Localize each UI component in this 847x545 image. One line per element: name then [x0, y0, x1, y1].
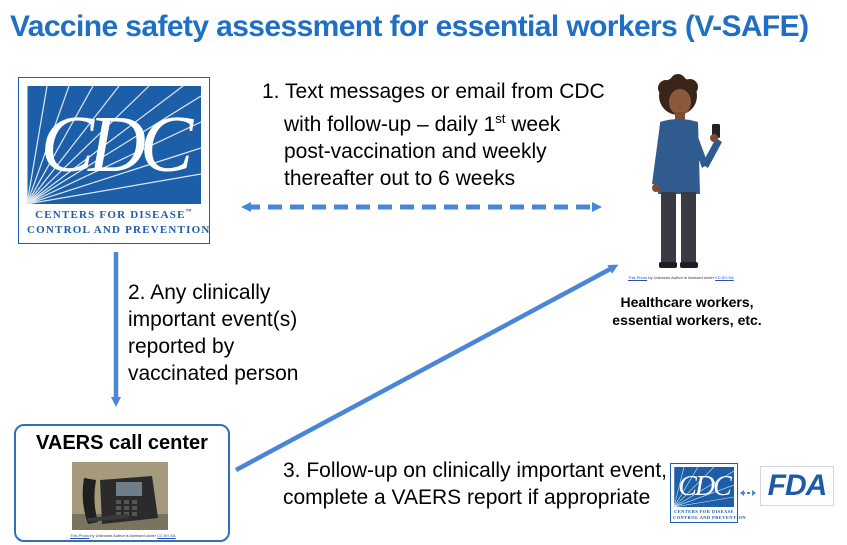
cdc-logo-line1: CENTERS FOR DISEASE™ [35, 209, 193, 221]
credit-photo-link[interactable]: This Photo [70, 533, 90, 538]
person-image-credit: This Photo by Unknown Author is licensed under CC BY-SA [628, 275, 734, 280]
cdc-logo-small-line1: CENTERS FOR DISEASE [674, 509, 734, 514]
healthcare-workers-label [598, 293, 776, 329]
desk-phone-icon [72, 462, 168, 530]
step1-line2: with follow-up – daily 1st week [284, 111, 561, 136]
fda-logo-text: FDA [767, 469, 827, 502]
person-label-line2: essential workers, etc. [612, 312, 762, 328]
fda-logo [760, 466, 834, 506]
step2-text [128, 279, 298, 387]
desk-phone-photo [72, 462, 168, 530]
cdc-logo-small [670, 463, 747, 523]
credit-license-link[interactable]: CC BY-SA [715, 275, 734, 280]
step3-line2: complete a VAERS report if appropriate [283, 486, 651, 509]
phone-image-credit: This Photo by Unknown Author is licensed under CC BY-SA [70, 533, 176, 538]
cdc-logo-line2: CONTROL AND PREVENTION [27, 224, 211, 236]
credit-license-link[interactable]: CC BY-SA [157, 533, 176, 538]
cdc-logo-small-line2: CONTROL AND PREVENTION [673, 515, 747, 520]
step3-line1: 3. Follow-up on clinically important event, [283, 459, 668, 482]
cdc-logo-small-panel [674, 467, 734, 507]
cdc-logo-letters: CDC [40, 101, 188, 189]
step3-text [283, 457, 667, 511]
page-title: Vaccine safety assessment for essential workers (V-SAFE) [10, 10, 809, 43]
step1-line4: thereafter out to 6 weeks [284, 167, 516, 190]
step2-line: 2. Any clinically [128, 281, 271, 304]
step1-line3: post-vaccination and weekly [284, 140, 547, 163]
step2-line: vaccinated person [128, 362, 299, 385]
vaers-call-center-box [14, 424, 230, 542]
vaers-title: VAERS call center [36, 432, 208, 454]
step2-line: important event(s) [128, 308, 298, 331]
cdc-logo-small-letters: CDC [678, 471, 730, 502]
step1-line1: 1. Text messages or email from CDC [262, 80, 605, 103]
healthcare-worker-illustration [634, 74, 724, 274]
credit-photo-link[interactable]: This Photo [628, 275, 648, 280]
step2-line: reported by [128, 335, 235, 358]
person-label-line1: Healthcare workers, [620, 294, 754, 310]
